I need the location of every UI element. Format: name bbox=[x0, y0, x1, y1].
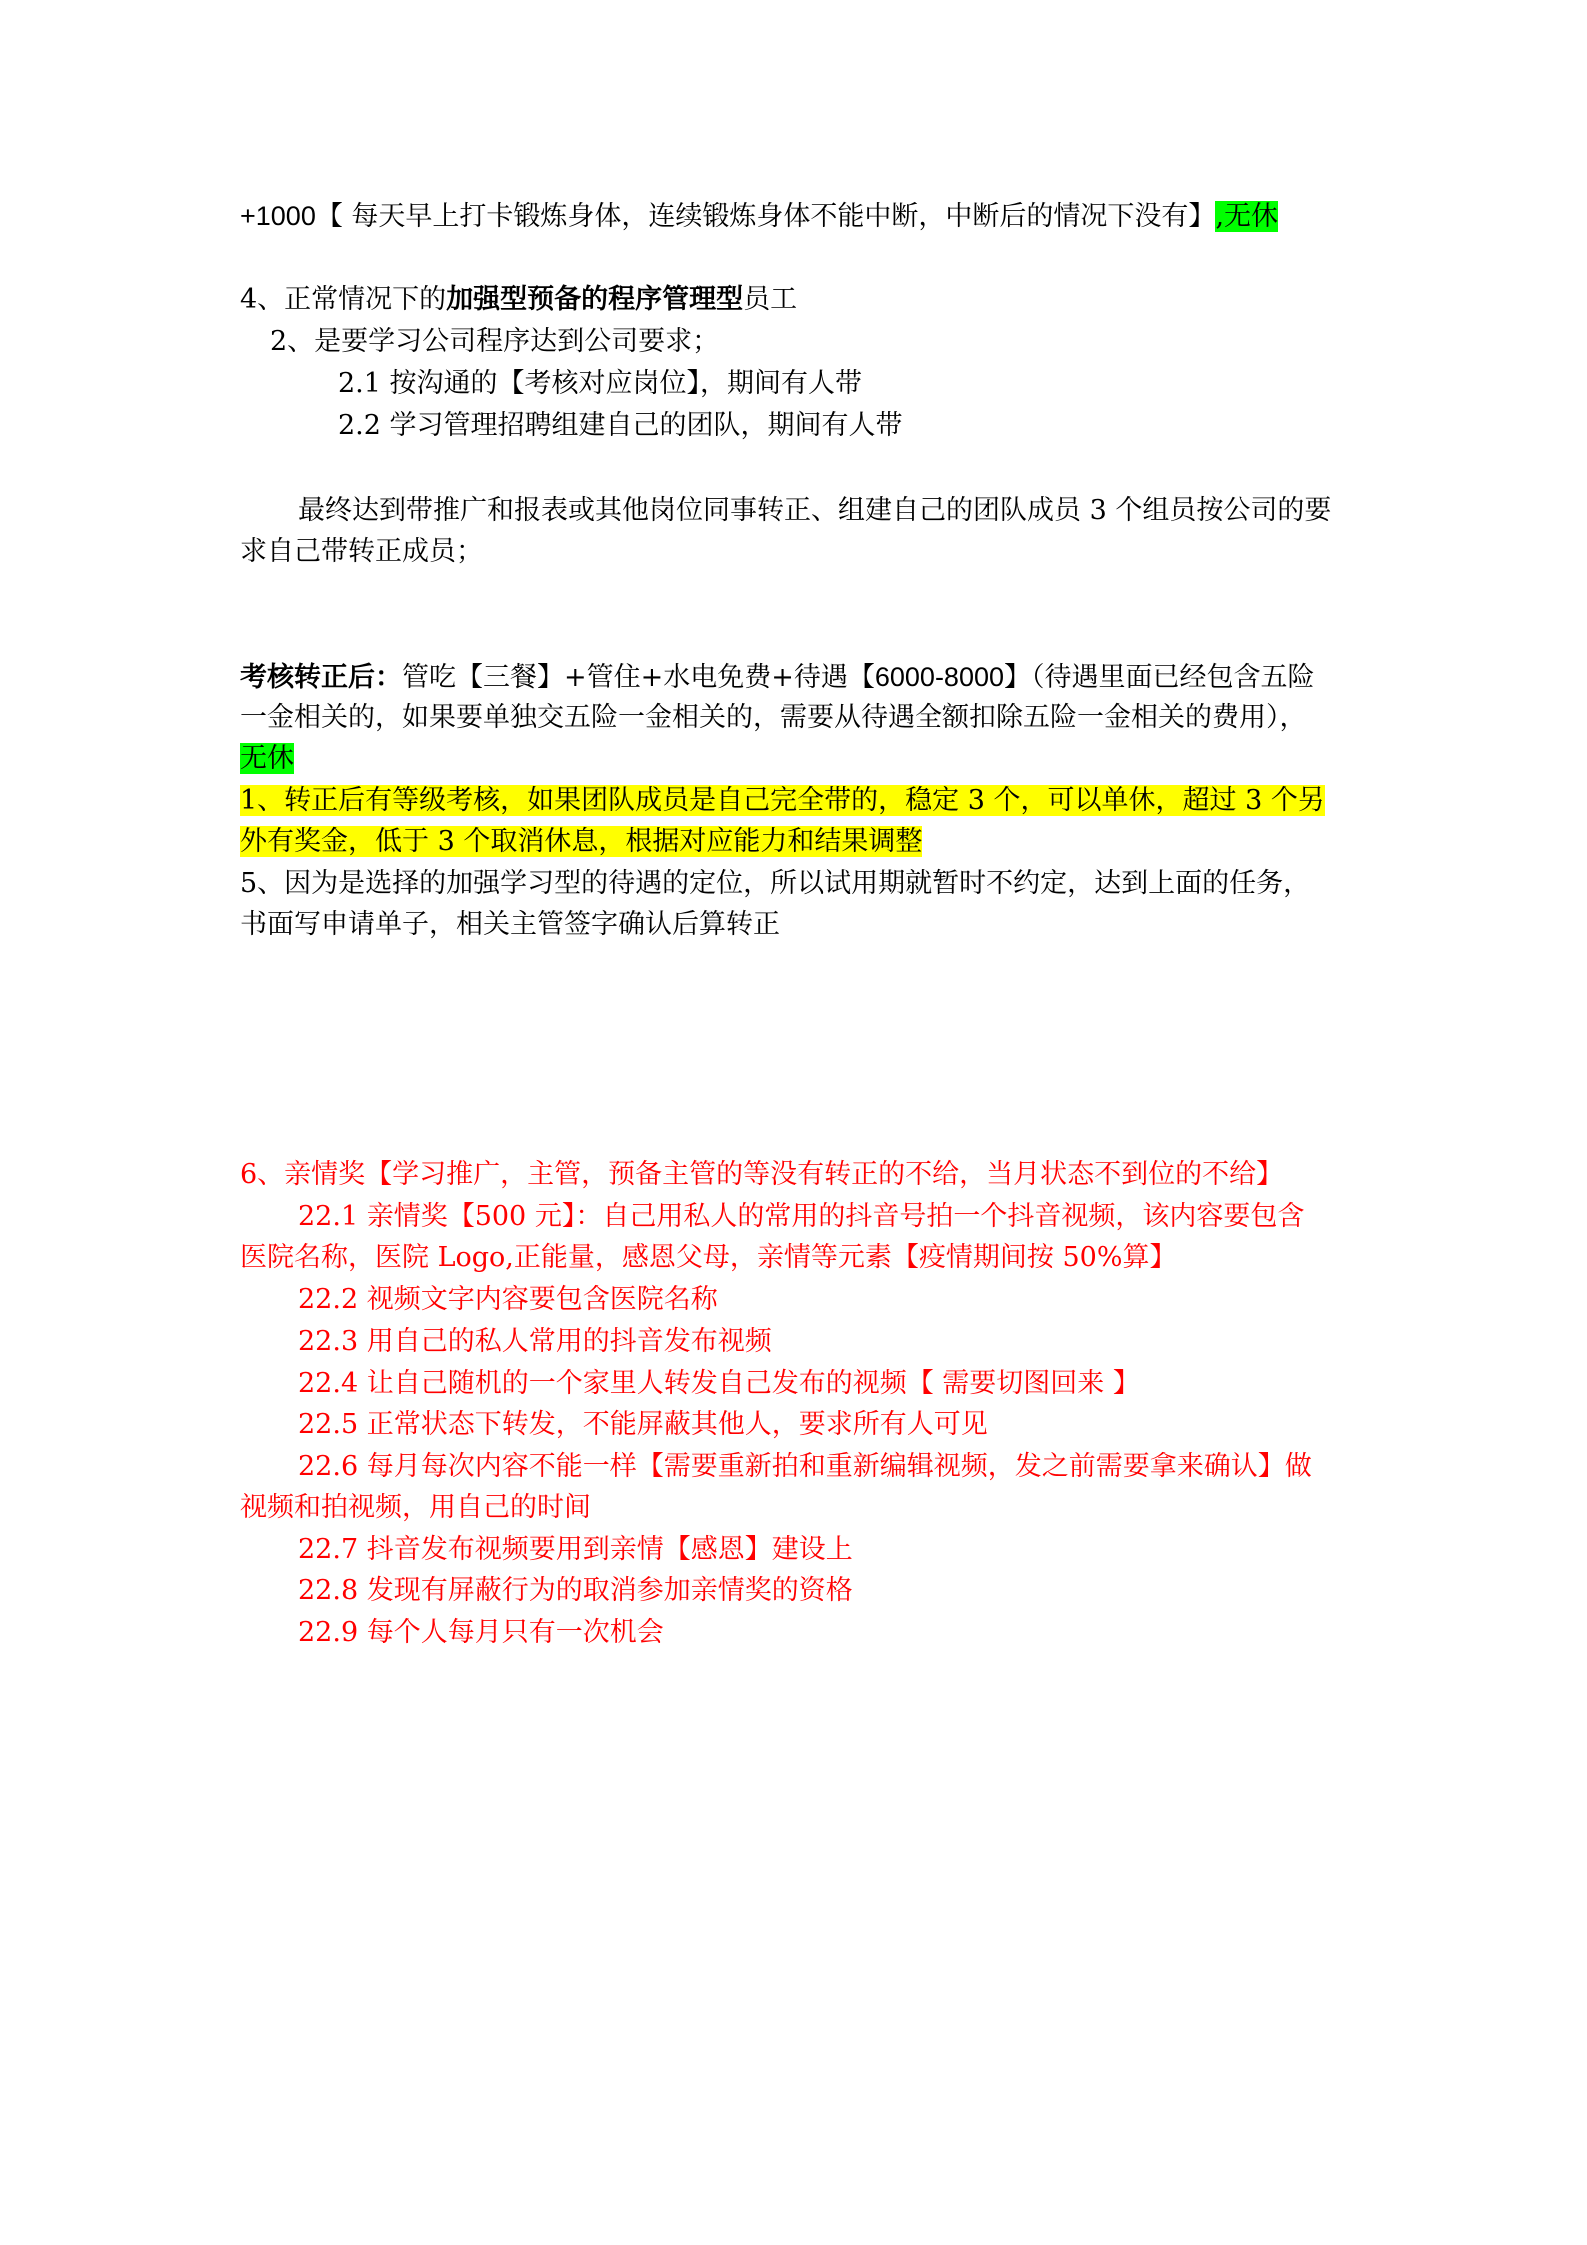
section-5-line-2: 书面写申请单子，相关主管签字确认后算转正 bbox=[240, 909, 780, 940]
section-6-item-1-line-2: 医院名称，医院 Logo,正能量，感恩父母，亲情等元素【疫情期间按 50%算】 bbox=[240, 1242, 1177, 1273]
section-6-heading: 6、亲情奖【学习推广，主管，预备主管的等没有转正的不给，当月状态不到位的不给】 bbox=[240, 1159, 1284, 1190]
section-6-item-3: 22.3 用自己的私人常用的抖音发布视频 bbox=[298, 1326, 772, 1357]
level-assessment-line-1: 1、转正后有等级考核，如果团队成员是自己完全带的，稳定 3 个，可以单休，超过 3 个另 bbox=[240, 785, 1325, 816]
section-4-item-2: 2、是要学习公司程序达到公司要求； bbox=[270, 326, 720, 357]
after-confirmation-label: 考核转正后： bbox=[240, 662, 402, 693]
section-6-item-6-line-1: 22.6 每月每次内容不能一样【需要重新拍和重新编辑视频，发之前需要拿来确认】做 bbox=[298, 1451, 1312, 1482]
section-4-item-2-2: 2.2 学习管理招聘组建自己的团队，期间有人带 bbox=[338, 410, 903, 441]
section-6-item-2: 22.2 视频文字内容要包含医院名称 bbox=[298, 1284, 718, 1315]
section-6-item-5: 22.5 正常状态下转发，不能屏蔽其他人，要求所有人可见 bbox=[298, 1409, 988, 1440]
section-6-item-9: 22.9 每个人每月只有一次机会 bbox=[298, 1617, 664, 1648]
section-6-item-8: 22.8 发现有屏蔽行为的取消参加亲情奖的资格 bbox=[298, 1575, 853, 1606]
final-goal-line-2: 求自己带转正成员； bbox=[240, 536, 483, 567]
line-exercise-bonus bbox=[240, 196, 1278, 236]
no-rest-highlight: ,无休 bbox=[1215, 201, 1279, 232]
section-4-item-2-1: 2.1 按沟通的【考核对应岗位】，期间有人带 bbox=[338, 368, 863, 399]
level-assessment-line-2: 外有奖金，低于 3 个取消休息，根据对应能力和结果调整 bbox=[240, 826, 923, 857]
section-6-item-7: 22.7 抖音发布视频要用到亲情【感恩】建设上 bbox=[298, 1534, 853, 1565]
after-confirmation-line-3 bbox=[240, 739, 294, 779]
section-6-item-4: 22.4 让自己随机的一个家里人转发自己发布的视频【 需要切图回来 】 bbox=[298, 1368, 1140, 1399]
section-6-item-6-line-2: 视频和拍视频，用自己的时间 bbox=[240, 1492, 591, 1523]
after-confirmation-line-1: 考核转正后：管吃【三餐】+管住+水电免费+待遇【6000-8000】（待遇里面已经包含五险 bbox=[240, 662, 1315, 693]
salary-range: 6000-8000 bbox=[874, 662, 1004, 692]
exercise-rule: 【 每天早上打卡锻炼身体，连续锻炼身体不能中断，中断后的情况下没有】 bbox=[315, 201, 1216, 232]
role-type: 加强型预备的程序管理型 bbox=[446, 284, 744, 315]
final-goal-line-1: 最终达到带推广和报表或其他岗位同事转正、组建自己的团队成员 3 个组员按公司的要 bbox=[298, 495, 1332, 526]
section-4-heading: 4、正常情况下的加强型预备的程序管理型员工 bbox=[240, 284, 798, 315]
section-5-line-1: 5、因为是选择的加强学习型的待遇的定位，所以试用期就暂时不约定，达到上面的任务， bbox=[240, 868, 1311, 899]
after-confirmation-line-2: 一金相关的，如果要单独交五险一金相关的，需要从待遇全额扣除五险一金相关的费用）， bbox=[240, 702, 1307, 733]
bonus-amount: +1000 bbox=[240, 201, 316, 231]
no-rest-highlight-2: 无休 bbox=[240, 743, 294, 774]
section-6-item-1-line-1: 22.1 亲情奖【500 元】：自己用私人的常用的抖音号拍一个抖音视频，该内容要包含 bbox=[298, 1201, 1305, 1232]
